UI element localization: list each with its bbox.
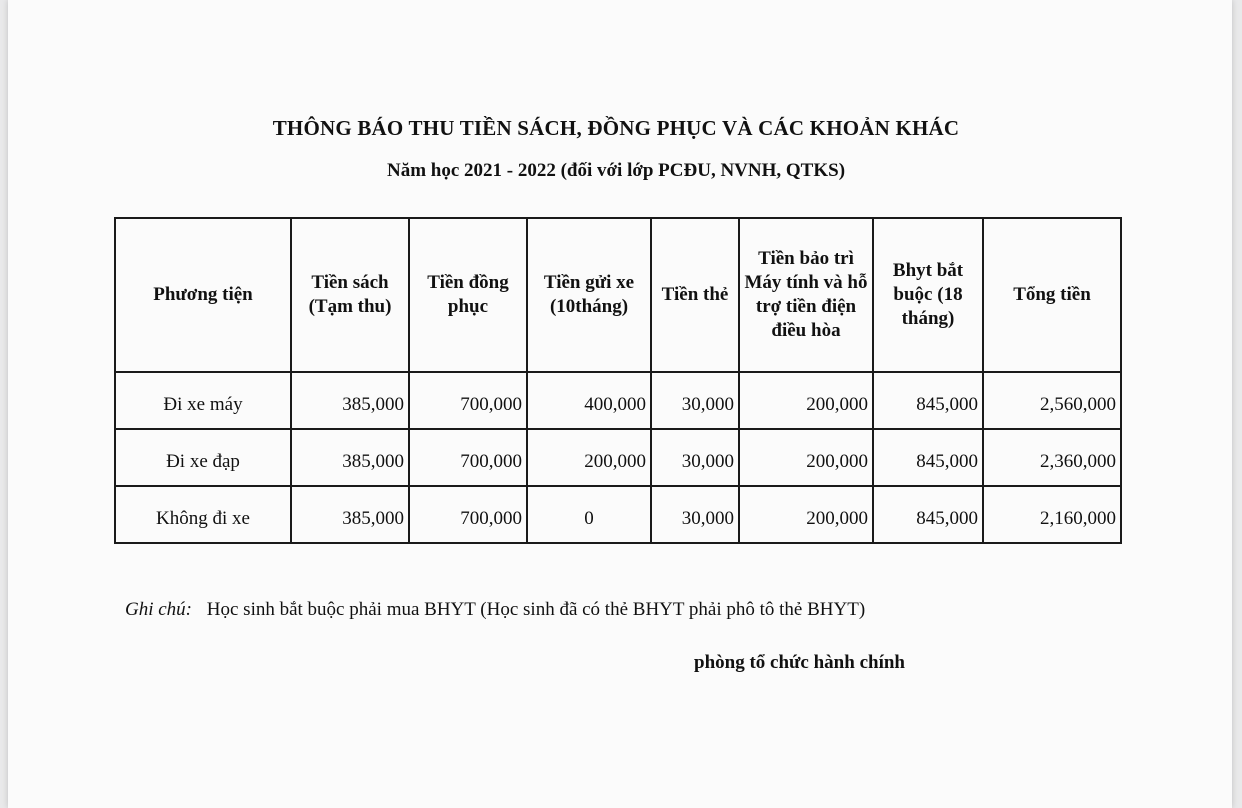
note-label: Ghi chú: bbox=[125, 599, 193, 620]
column-header: Tiền gửi xe (10tháng) bbox=[527, 218, 651, 372]
table-cell: 385,000 bbox=[291, 429, 409, 486]
table-row bbox=[115, 372, 1121, 429]
table-cell: 385,000 bbox=[291, 372, 409, 429]
table-header-row bbox=[115, 218, 1121, 372]
table-cell: 30,000 bbox=[651, 486, 739, 543]
table-cell: 700,000 bbox=[409, 372, 527, 429]
table-cell: 0 bbox=[527, 486, 651, 543]
column-header: Tiền thẻ bbox=[651, 218, 739, 372]
table-row bbox=[115, 429, 1121, 486]
table-row bbox=[115, 486, 1121, 543]
column-header: Tiền bảo trì Máy tính và hỗ trợ tiền điện điều hòa bbox=[739, 218, 873, 372]
table-cell: Đi xe máy bbox=[115, 372, 291, 429]
signature-department: phòng tổ chức hành chính bbox=[694, 652, 905, 673]
table-cell: 30,000 bbox=[651, 372, 739, 429]
table-cell: 845,000 bbox=[873, 486, 983, 543]
table-cell: 200,000 bbox=[739, 372, 873, 429]
table-cell: Đi xe đạp bbox=[115, 429, 291, 486]
column-header: Tiền sách (Tạm thu) bbox=[291, 218, 409, 372]
table-cell: 200,000 bbox=[739, 486, 873, 543]
column-header: Tổng tiền bbox=[983, 218, 1121, 372]
table-cell: 700,000 bbox=[409, 429, 527, 486]
table-cell: 2,360,000 bbox=[983, 429, 1121, 486]
table-cell: 845,000 bbox=[873, 429, 983, 486]
note bbox=[125, 599, 865, 621]
table-cell: 400,000 bbox=[527, 372, 651, 429]
table-cell: 30,000 bbox=[651, 429, 739, 486]
note-text: Học sinh bắt buộc phải mua BHYT (Học sinh đã có thẻ BHYT phải phô tô thẻ BHYT) bbox=[206, 599, 866, 620]
table-cell: 200,000 bbox=[527, 429, 651, 486]
table-cell: 385,000 bbox=[291, 486, 409, 543]
document-title: THÔNG BÁO THU TIỀN SÁCH, ĐỒNG PHỤC VÀ CÁC KHOẢN KHÁC bbox=[272, 116, 960, 140]
table-cell: 700,000 bbox=[409, 486, 527, 543]
table-cell: 2,160,000 bbox=[983, 486, 1121, 543]
document-page bbox=[8, 0, 1232, 808]
document-subtitle: Năm học 2021 - 2022 (đối với lớp PCĐU, NVNH, QTKS) bbox=[386, 160, 846, 181]
table-cell: 845,000 bbox=[873, 372, 983, 429]
fee-table bbox=[114, 217, 1122, 544]
table-cell: 200,000 bbox=[739, 429, 873, 486]
table-cell: 2,560,000 bbox=[983, 372, 1121, 429]
table-cell: Không đi xe bbox=[115, 486, 291, 543]
column-header: Bhyt bắt buộc (18 tháng) bbox=[873, 218, 983, 372]
column-header: Phương tiện bbox=[115, 218, 291, 372]
column-header: Tiền đồng phục bbox=[409, 218, 527, 372]
